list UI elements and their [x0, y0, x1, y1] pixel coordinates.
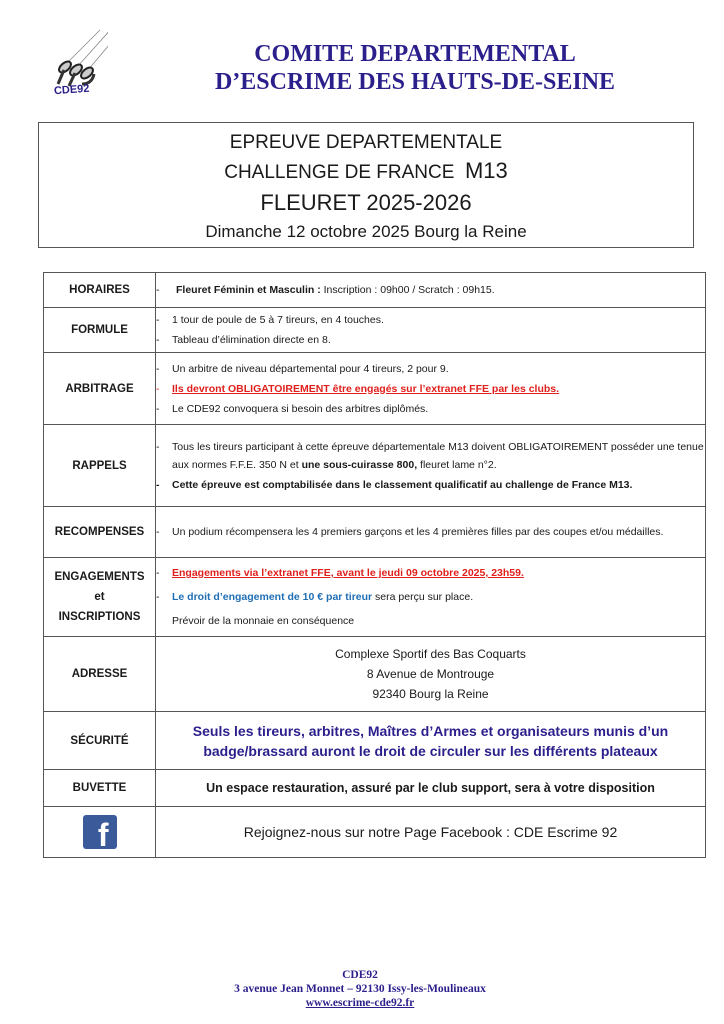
label-horaires: HORAIRES [44, 273, 156, 308]
engagements-deadline: Engagements via l’extranet FFE, avant le jeudi 09 octobre 2025, 23h59. [172, 567, 524, 579]
label-engagements: ENGAGEMENTS et INSCRIPTIONS [44, 558, 156, 637]
cde92-logo [38, 22, 108, 92]
label-formule: FORMULE [44, 308, 156, 353]
event-title-box [38, 122, 694, 248]
arbitrage-item-2-warning: Ils devront OBLIGATOIREMENT être engagés sur l’extranet FFE par les clubs. [172, 382, 560, 395]
address-venue: Complexe Sportif des Bas Coquarts [335, 647, 526, 661]
facebook-icon-cell[interactable] [44, 807, 156, 858]
row-facebook [44, 807, 706, 858]
row-recompenses [44, 507, 706, 558]
arbitrage-item-3: Le CDE92 convoquera si besoin des arbitres diplômés. [172, 402, 429, 415]
logo-text: CDE92 [53, 82, 90, 98]
value-arbitrage: - Un arbitre de niveau départemental pour 4 tireurs, 2 pour 9. - Ils devront OBLIGATOIREMENT être engagés sur l’extranet FFE par les clubs. - Le CDE92 convoquera si besoin des arbitres diplômés. [156, 353, 706, 425]
engagement-fee-rest: sera perçu sur place. [372, 591, 474, 603]
row-engagements [44, 558, 706, 637]
value-formule: - 1 tour de poule de 5 à 7 tireurs, en 4 touches. - Tableau d’élimination directe en 8. [156, 308, 706, 353]
row-rappels [44, 425, 706, 507]
value-horaires: - Fleuret Féminin et Masculin : Inscription : 09h00 / Scratch : 09h15. [156, 273, 706, 308]
event-date-location: Dimanche 12 octobre 2025 Bourg la Reine [205, 222, 527, 241]
value-engagements: - Engagements via l’extranet FFE, avant le jeudi 09 octobre 2025, 23h59. - Le droit d’engagement de 10 € par tireur sera perçu sur place. Prévoir de la monnaie en conséquence [156, 558, 706, 637]
engagement-note: Prévoir de la monnaie en conséquence [172, 615, 355, 627]
value-buvette: Un espace restauration, assuré par le club support, sera à votre disposition [156, 770, 706, 807]
row-arbitrage [44, 353, 706, 425]
value-securite: Seuls les tireurs, arbitres, Maîtres d’Armes et organisateurs munis d’un badge/brassard auront le droit de circuler sur les différents plateaux [156, 712, 706, 770]
label-recompenses: RECOMPENSES [44, 507, 156, 558]
row-securite [44, 712, 706, 770]
challenge-name: CHALLENGE DE FRANCE [224, 162, 455, 183]
row-formule [44, 308, 706, 353]
value-recompenses: - Un podium récompensera les 4 premiers garçons et les 4 premières filles par des coupes et/ou médailles. [156, 507, 706, 558]
horaires-bold: Fleuret Féminin et Masculin : [176, 284, 321, 296]
row-horaires [44, 273, 706, 308]
organization-title-line1: COMITE DEPARTEMENTAL [254, 41, 576, 67]
footer-org-name: CDE92 [342, 969, 378, 981]
label-rappels: RAPPELS [44, 425, 156, 507]
label-arbitrage: ARBITRAGE [44, 353, 156, 425]
rappels-item-1b: fleuret lame n°2. [417, 458, 497, 471]
category: M13 [464, 158, 508, 183]
info-table [43, 272, 706, 858]
formule-item-2: Tableau d’élimination directe en 8. [172, 334, 331, 346]
event-weapon-season: FLEURET 2025-2026 [260, 190, 472, 215]
address-street: 8 Avenue de Montrouge [366, 667, 495, 681]
footer-address: 3 avenue Jean Monnet – 92130 Issy-les-Moulineaux [234, 983, 486, 995]
value-adresse [156, 637, 706, 712]
formule-item-1: 1 tour de poule de 5 à 7 tireurs, en 4 touches. [172, 314, 384, 326]
rappels-item-1-bold: une sous-cuirasse 800, [301, 458, 418, 471]
row-buvette [44, 770, 706, 807]
fencing-masks-icon [38, 22, 108, 92]
event-type: EPREUVE DEPARTEMENTALE [229, 132, 503, 153]
engagement-fee: Le droit d’engagement de 10 € par tireur [172, 591, 373, 603]
footer-website-link[interactable]: www.escrime-cde92.fr [305, 997, 415, 1009]
arbitrage-item-1: Un arbitre de niveau départemental pour 4 tireurs, 2 pour 9. [172, 362, 449, 375]
facebook-page-text: Rejoignez-nous sur notre Page Facebook : CDE Escrime 92 [156, 807, 706, 858]
organization-title [150, 40, 680, 96]
facebook-icon[interactable]: f [83, 815, 117, 849]
recompenses-item-1: Un podium récompensera les 4 premiers garçons et les 4 premières filles par des coupes et/ou médailles. [172, 526, 664, 538]
rappels-item-1a: Tous les tireurs participant à cette épreuve départementale M13 doivent OBLIGATOIREMENT posséder une tenue aux normes F.F.E. 350 N et [172, 440, 704, 471]
label-adresse: ADRESSE [44, 637, 156, 712]
organization-title-line2: D’ESCRIME DES HAUTS-DE-SEINE [214, 69, 616, 95]
value-rappels: - Tous les tireurs participant à cette épreuve départementale M13 doivent OBLIGATOIREMENT posséder une tenue aux normes F.F.E. 350 N et une sous-cuirasse 800, fleuret lame n°2. - Cette épreuve est comptabilisée dans le classement qualificatif au challenge de France M13. [156, 425, 706, 507]
horaires-text: Inscription : 09h00 / Scratch : 09h15. [320, 284, 495, 296]
footer [180, 968, 540, 1010]
row-adresse [44, 637, 706, 712]
label-securite: SÉCURITÉ [44, 712, 156, 770]
event-challenge [39, 157, 693, 187]
label-buvette: BUVETTE [44, 770, 156, 807]
address-city: 92340 Bourg la Reine [372, 687, 489, 701]
rappels-item-2: Cette épreuve est comptabilisée dans le classement qualificatif au challenge de France M13. [172, 478, 633, 491]
